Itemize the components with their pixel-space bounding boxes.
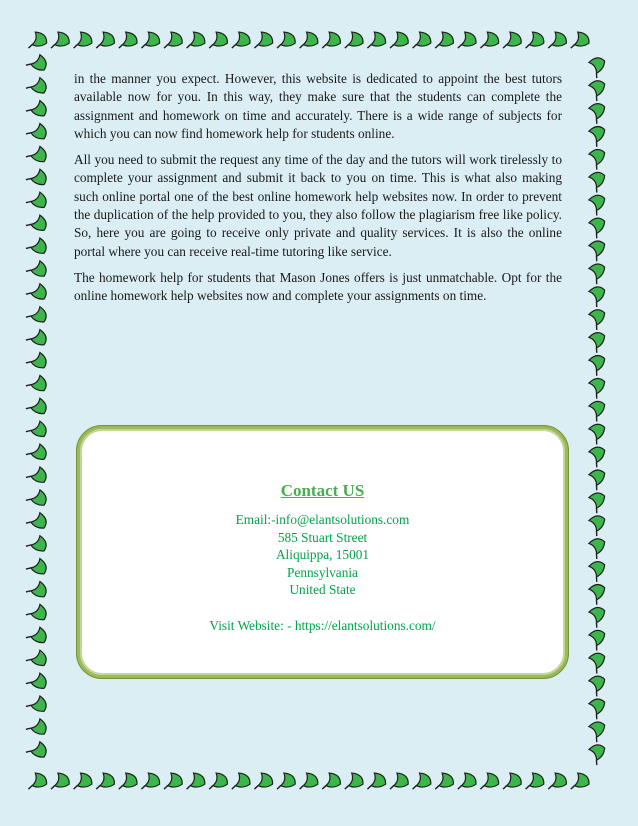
paragraph-2: All you need to submit the request any time of the day and the tutors will work tirelessly to complete your assignment and submit it back to you on time. This is what also making such online portal one of the best online homework help websites now. In order to prevent the duplication of the help provided to you, they also follow the plagiarism free like policy. So, here you are going to receive only private and quality services. It is also the online portal where you can receive real-time tutoring like service.: [74, 152, 562, 259]
leaf-border-icon: [26, 373, 50, 397]
leaf-border-icon: [586, 535, 610, 559]
leaf-border-icon: [526, 31, 546, 51]
leaf-border-icon: [96, 31, 116, 51]
leaf-border-icon: [277, 772, 297, 792]
leaf-border-icon: [300, 772, 320, 792]
leaf-border-icon: [367, 31, 387, 51]
leaf-border-icon: [164, 31, 184, 51]
leaf-border-icon: [586, 100, 610, 124]
leaf-border-icon: [548, 31, 568, 51]
leaf-border-icon: [28, 31, 48, 51]
leaf-border-icon: [26, 487, 50, 511]
leaf-border-icon: [26, 602, 50, 626]
leaf-border-icon: [586, 123, 610, 147]
leaf-border-icon: [586, 718, 610, 742]
leaf-border-icon: [141, 31, 161, 51]
leaf-border-icon: [586, 466, 610, 490]
leaf-border-icon: [232, 31, 252, 51]
leaf-border-icon: [51, 31, 71, 51]
leaf-border-icon: [586, 489, 610, 513]
leaf-border-icon: [26, 625, 50, 649]
leaf-border-icon: [586, 604, 610, 628]
leaf-border-icon: [458, 772, 478, 792]
leaf-border-icon: [26, 304, 50, 328]
leaf-border-icon: [26, 258, 50, 282]
leaf-border-icon: [586, 398, 610, 422]
leaf-border-icon: [26, 716, 50, 740]
leaf-border-icon: [300, 31, 320, 51]
leaf-border-icon: [586, 581, 610, 605]
leaf-border-icon: [390, 772, 410, 792]
document-body: [74, 70, 562, 314]
leaf-border-icon: [571, 31, 591, 51]
leaf-border-icon: [586, 329, 610, 353]
leaf-border-icon: [26, 75, 50, 99]
contact-street: 585 Stuart Street: [277, 529, 368, 545]
leaf-border-icon: [277, 31, 297, 51]
leaf-border-icon: [209, 31, 229, 51]
leaf-border-icon: [586, 420, 610, 444]
leaf-border-icon: [586, 649, 610, 673]
paragraph-1: in the manner you expect. However, this website is dedicated to appoint the best tutors available now for you. In this way, they make sure that the students can complete the assignment and homework on time and accurately. There is a wide range of subjects for which you can now find homework help for students online.: [74, 71, 562, 141]
leaf-border-icon: [26, 464, 50, 488]
leaf-border-icon: [586, 443, 610, 467]
leaf-border-icon: [26, 144, 50, 168]
leaf-border-icon: [458, 31, 478, 51]
contact-country: United State: [289, 582, 356, 597]
leaf-border-icon: [187, 772, 207, 792]
leaf-border-icon: [26, 327, 50, 351]
leaf-border-icon: [26, 556, 50, 580]
leaf-border-icon: [96, 772, 116, 792]
leaf-border-icon: [586, 146, 610, 170]
leaf-border-icon: [586, 77, 610, 101]
leaf-border-icon: [26, 167, 50, 191]
leaf-border-icon: [586, 214, 610, 238]
leaf-border-icon: [548, 772, 568, 792]
leaf-border-icon: [345, 772, 365, 792]
leaf-border-icon: [26, 98, 50, 122]
leaf-border-icon: [586, 306, 610, 330]
leaf-border-icon: [209, 772, 229, 792]
leaf-border-icon: [254, 772, 274, 792]
leaf-border-icon: [254, 31, 274, 51]
leaf-border-icon: [367, 772, 387, 792]
leaf-border-icon: [480, 772, 500, 792]
leaf-border-icon: [26, 510, 50, 534]
leaf-border-icon: [119, 772, 139, 792]
leaf-border-icon: [503, 772, 523, 792]
leaf-border-icon: [26, 281, 50, 305]
leaf-border-icon: [74, 31, 94, 51]
leaf-border-icon: [571, 772, 591, 792]
leaf-border-icon: [435, 772, 455, 792]
leaf-border-icon: [586, 672, 610, 696]
leaf-border-icon: [119, 31, 139, 51]
contact-title: Contact US: [280, 481, 365, 500]
leaf-border-icon: [51, 772, 71, 792]
leaf-border-icon: [28, 772, 48, 792]
contact-state: Pennsylvania: [287, 564, 358, 580]
contact-email[interactable]: Email:-info@elantsolutions.com: [235, 512, 410, 527]
leaf-border-icon: [26, 350, 50, 374]
leaf-border-icon: [322, 31, 342, 51]
leaf-border-icon: [586, 237, 610, 261]
leaf-border-icon: [26, 212, 50, 236]
leaf-border-icon: [526, 772, 546, 792]
leaf-border-icon: [26, 648, 50, 672]
leaf-border-icon: [74, 772, 94, 792]
leaf-border-icon: [322, 772, 342, 792]
leaf-border-icon: [26, 579, 50, 603]
contact-city: Aliquippa, 15001: [275, 547, 370, 562]
leaf-border-icon: [586, 695, 610, 719]
paragraph-3: The homework help for students that Mason Jones offers is just unmatchable. Opt for the online homework help websites now and complete your assignments on time.: [74, 269, 562, 304]
leaf-border-icon: [26, 121, 50, 145]
leaf-border-icon: [26, 396, 50, 420]
leaf-border-icon: [26, 235, 50, 259]
leaf-border-icon: [26, 190, 50, 214]
leaf-border-icon: [586, 627, 610, 651]
leaf-border-icon: [586, 375, 610, 399]
leaf-border-icon: [26, 52, 50, 76]
leaf-border-icon: [586, 283, 610, 307]
leaf-border-icon: [26, 670, 50, 694]
leaf-border-icon: [187, 31, 207, 51]
leaf-border-icon: [586, 54, 610, 78]
contact-box: [76, 425, 569, 679]
leaf-border-icon: [435, 31, 455, 51]
leaf-border-icon: [480, 31, 500, 51]
leaf-border-icon: [26, 693, 50, 717]
leaf-border-icon: [26, 533, 50, 557]
leaf-border-icon: [141, 772, 161, 792]
leaf-border-icon: [586, 169, 610, 193]
leaf-border-icon: [586, 741, 610, 765]
leaf-border-icon: [413, 772, 433, 792]
leaf-border-icon: [586, 512, 610, 536]
leaf-border-icon: [413, 31, 433, 51]
leaf-border-icon: [345, 31, 365, 51]
leaf-border-icon: [390, 31, 410, 51]
leaf-border-icon: [26, 739, 50, 763]
leaf-border-icon: [586, 260, 610, 284]
leaf-border-icon: [586, 352, 610, 376]
website-link[interactable]: Visit Website: - https://elantsolutions.com/: [209, 617, 436, 633]
leaf-border-icon: [503, 31, 523, 51]
leaf-border-icon: [164, 772, 184, 792]
leaf-border-icon: [586, 191, 610, 215]
leaf-border-icon: [26, 441, 50, 465]
leaf-border-icon: [26, 419, 50, 443]
leaf-border-icon: [586, 558, 610, 582]
leaf-border-icon: [232, 772, 252, 792]
contact-details: [80, 481, 565, 634]
